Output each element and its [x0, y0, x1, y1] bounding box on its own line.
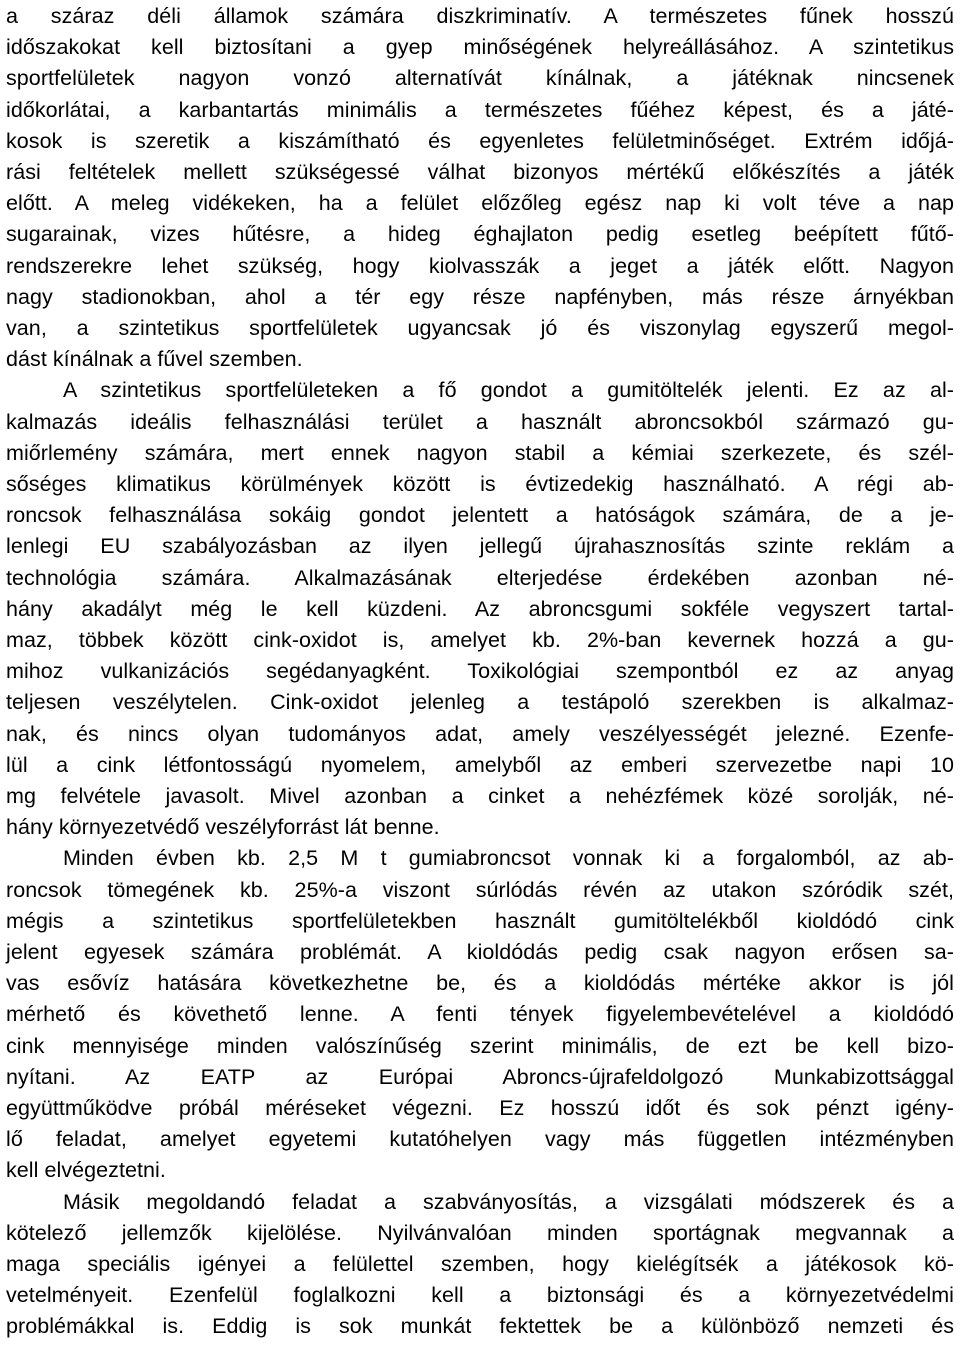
- text-line: Minden évben kb. 2,5 M t gumiabroncsot vonnak ki a forgalomból, az ab-: [63, 846, 954, 871]
- text-line: teljesen veszélytelen. Cink-oxidot jelenleg a testápoló szerekben is alkalmaz-: [6, 690, 954, 715]
- text-line: nyítani. Az EATP az Európai Abroncs-újrafeldolgozó Munkabizottsággal: [6, 1064, 954, 1089]
- text-line: mérhető és követhető lenne. A fenti tények figyelembevételével a kioldódó: [6, 1002, 954, 1027]
- text-line: sugarainak, vizes hűtésre, a hideg éghajlaton pedig esetleg beépített fűtő-: [6, 222, 954, 247]
- text-line: nak, és nincs olyan tudományos adat, amely veszélyességét jelezné. Ezenfe-: [6, 721, 954, 746]
- text-line: mg felvétele javasolt. Mivel azonban a cinket a nehézfémek közé sorolják, né-: [6, 784, 954, 808]
- text-line: kalmazás ideális felhasználási terület a használt abroncsokból származó gu-: [6, 409, 954, 434]
- text-line: vetelményeit. Ezenfelül foglalkozni kell a biztonsági és a környezetvédelmi: [6, 1283, 954, 1308]
- text-line: időszakokat kell biztosítani a gyep minőségének helyreállásához. A szintetikus: [6, 35, 954, 60]
- text-line: vas esővíz hatására következhetne be, és a kioldódás mértéke akkor is jól: [6, 971, 954, 996]
- text-line: mihoz vulkanizációs segédanyagként. Toxikológiai szempontból ez az anyag: [6, 659, 954, 684]
- text-line: együttműködve próbál méréseket végezni. Ez hosszú időt és sok pénzt igény-: [6, 1096, 954, 1120]
- text-line: sportfelületek nagyon vonzó alternatívát kínálnak, a játéknak nincsenek: [6, 66, 954, 91]
- text-line: sőséges klimatikus körülmények között is évtizedekig használható. A régi ab-: [6, 472, 954, 496]
- text-line: dást kínálnak a fűvel szemben.: [6, 347, 303, 372]
- text-line: hány környezetvédő veszélyforrást lát benne.: [6, 815, 440, 840]
- text-line: előtt. A meleg vidékeken, ha a felület előzőleg egész nap ki volt téve a nap: [6, 191, 954, 216]
- text-line: kötelező jellemzők kijelölése. Nyilvánvalóan minden sportágnak megvannak a: [6, 1220, 954, 1245]
- text-line: maz, többek között cink-oxidot is, amelyet kb. 2%-ban kevernek hozzá a gu-: [6, 628, 954, 652]
- text-line: kosok is szeretik a kiszámítható és egyenletes felületminőséget. Extrém időjá-: [6, 128, 954, 153]
- text-line: roncsok tömegének kb. 25%-a viszont súrlódás révén az utakon szóródik szét,: [6, 877, 954, 902]
- text-line: van, a szintetikus sportfelületek ugyancsak jó és viszonylag egyszerű megol-: [6, 316, 954, 340]
- text-line: lő feladat, amelyet egyetemi kutatóhelyen vagy más független intézményben: [6, 1127, 954, 1152]
- text-line: roncsok felhasználása sokáig gondot jelentett a hatóságok számára, de a je-: [6, 503, 954, 528]
- text-line: miőrlemény számára, mert ennek nagyon stabil a kémiai szerkezete, és szél-: [6, 440, 954, 465]
- text-line: rendszerekre lehet szükség, hogy kiolvasszák a jeget a játék előtt. Nagyon: [6, 253, 954, 278]
- text-line: kell elvégeztetni.: [6, 1158, 166, 1183]
- text-line: nagy stadionokban, ahol a tér egy része napfényben, más része árnyékban: [6, 284, 954, 309]
- text-line: technológia számára. Alkalmazásának elterjedése érdekében azonban né-: [6, 565, 954, 590]
- text-line: problémákkal is. Eddig is sok munkát fektettek be a különböző nemzeti és: [6, 1314, 954, 1339]
- text-line: cink mennyisége minden valószínűség szerint minimális, de ezt be kell bizo-: [6, 1033, 954, 1058]
- text-line: mégis a szintetikus sportfelületekben használt gumitöltelékből kioldódó cink: [6, 908, 954, 933]
- text-line: lenlegi EU szabályozásban az ilyen jellegű újrahasznosítás szinte reklám a: [6, 534, 954, 559]
- text-line: Másik megoldandó feladat a szabványosítás, a vizsgálati módszerek és a: [63, 1189, 954, 1214]
- text-line: A szintetikus sportfelületeken a fő gondot a gumitöltelék jelenti. Ez az al-: [63, 378, 954, 403]
- text-line: lül a cink létfontosságú nyomelem, amelyből az emberi szervezetbe napi 10: [6, 752, 954, 777]
- text-line: időkorlátai, a karbantartás minimális a természetes fűéhez képest, és a játé-: [6, 97, 954, 122]
- text-line: hány akadályt még le kell küzdeni. Az abroncsgumi sokféle vegyszert tartal-: [6, 596, 954, 621]
- text-line: jelent egyesek számára problémát. A kioldódás pedig csak nagyon erősen sa-: [6, 940, 954, 964]
- text-line: a száraz déli államok számára diszkriminatív. A természetes fűnek hosszú: [6, 4, 954, 28]
- text-line: rási feltételek mellett szükségessé válhat bizonyos mértékű előkészítés a játék: [6, 160, 954, 184]
- text-line: maga speciális igényei a felülettel szemben, hogy kielégítsék a játékosok kö-: [6, 1252, 954, 1276]
